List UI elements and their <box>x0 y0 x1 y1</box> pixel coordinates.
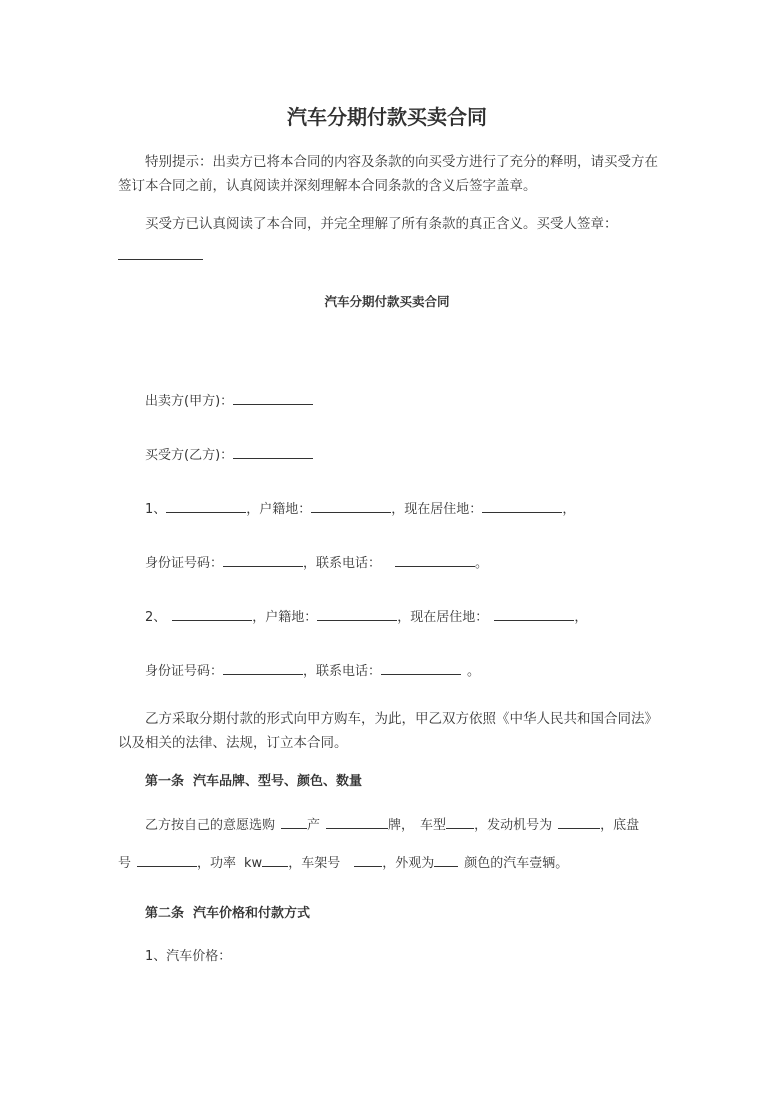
power-blank <box>262 854 288 867</box>
brand-blank <box>326 816 388 829</box>
party1-household-label: ，户籍地： <box>246 502 312 517</box>
article1-line1-b: 产 <box>307 818 321 833</box>
notice-line-1: 特别提示：出卖方已将本合同的内容及条款的向买受方进行了充分的释明，请买受方在 <box>145 154 658 170</box>
article1-line1-e: ，发动机号为 <box>474 818 553 833</box>
party2-phone-label: ，联系电话： <box>303 664 382 679</box>
model-blank <box>446 816 474 829</box>
party2-household-label: ，户籍地： <box>252 610 318 625</box>
party2-id-row <box>145 660 480 679</box>
buyer-blank <box>233 446 313 459</box>
seller-label: 出卖方(甲方)： <box>145 394 234 409</box>
party2-id-label: 身份证号码： <box>145 664 224 679</box>
party2-residence-label: ，现在居住地： <box>397 610 489 625</box>
color-blank <box>434 854 458 867</box>
buyer-row <box>145 444 313 463</box>
party1-id-end: 。 <box>475 556 489 571</box>
intro-line-2: 以及相关的法律、法规，订立本合同。 <box>118 735 348 751</box>
party2-name-blank <box>172 608 252 621</box>
article1-line-1 <box>145 814 639 833</box>
party2-end: ， <box>574 610 588 625</box>
party1-row <box>145 498 575 517</box>
article2-title: 第二条 汽车价格和付款方式 <box>145 906 311 921</box>
buyer-signature-line <box>118 259 203 260</box>
party1-residence-label: ，现在居住地： <box>391 502 483 517</box>
seller-row <box>145 390 313 409</box>
article2-item-1: 1、汽车价格： <box>145 949 232 964</box>
article1-line2-e: ，外观为 <box>382 856 435 871</box>
origin-blank <box>281 816 307 829</box>
party2-id-end: 。 <box>467 664 481 679</box>
article1-line-2 <box>118 852 568 871</box>
article1-title: 第一条 汽车品牌、型号、颜色、数量 <box>145 774 363 789</box>
party1-phone-label: ，联系电话： <box>303 556 382 571</box>
party2-household-blank <box>317 608 397 621</box>
party2-phone-blank <box>381 662 461 675</box>
party1-residence-blank <box>482 500 562 513</box>
document-title: 汽车分期付款买卖合同 <box>287 105 487 129</box>
seller-blank <box>233 392 313 405</box>
buyer-label: 买受方(乙方)： <box>145 448 234 463</box>
article1-line2-a: 号 <box>118 856 132 871</box>
notice-line-2: 签订本合同之前，认真阅读并深刻理解本合同条款的含义后签字盖章。 <box>118 178 537 194</box>
party2-row <box>145 606 587 625</box>
party2-number: 2、 <box>145 610 167 625</box>
article1-line1-a: 乙方按自己的意愿选购 <box>145 818 276 833</box>
party1-end: ， <box>562 502 576 517</box>
buyer-statement: 买受方已认真阅读了本合同，并完全理解了所有条款的真正含义。买受人签章： <box>145 216 618 232</box>
party1-number: 1、 <box>145 502 167 517</box>
article1-line2-f: 颜色的汽车壹辆。 <box>464 856 569 871</box>
frame-number-blank <box>354 854 382 867</box>
chassis-number-blank <box>137 854 197 867</box>
article1-line1-c: 牌， <box>388 818 415 833</box>
party1-phone-blank <box>395 554 475 567</box>
party1-id-blank <box>223 554 303 567</box>
article1-line1-f: ，底盘 <box>600 818 640 833</box>
intro-line-1: 乙方采取分期付款的形式向甲方购车，为此，甲乙双方依照《中华人民共和国合同法》 <box>145 711 658 727</box>
article1-line1-d: 车型 <box>420 818 447 833</box>
article1-line2-d: ，车架号 <box>288 856 341 871</box>
engine-number-blank <box>558 816 600 829</box>
party1-household-blank <box>311 500 391 513</box>
article1-line2-c: kw <box>244 856 263 871</box>
party2-id-blank <box>223 662 303 675</box>
party1-name-blank <box>166 500 246 513</box>
article1-line2-b: ，功率 <box>197 856 237 871</box>
party2-residence-blank <box>494 608 574 621</box>
party1-id-row <box>145 552 488 571</box>
party1-id-label: 身份证号码： <box>145 556 224 571</box>
contract-subtitle: 汽车分期付款买卖合同 <box>324 294 450 309</box>
